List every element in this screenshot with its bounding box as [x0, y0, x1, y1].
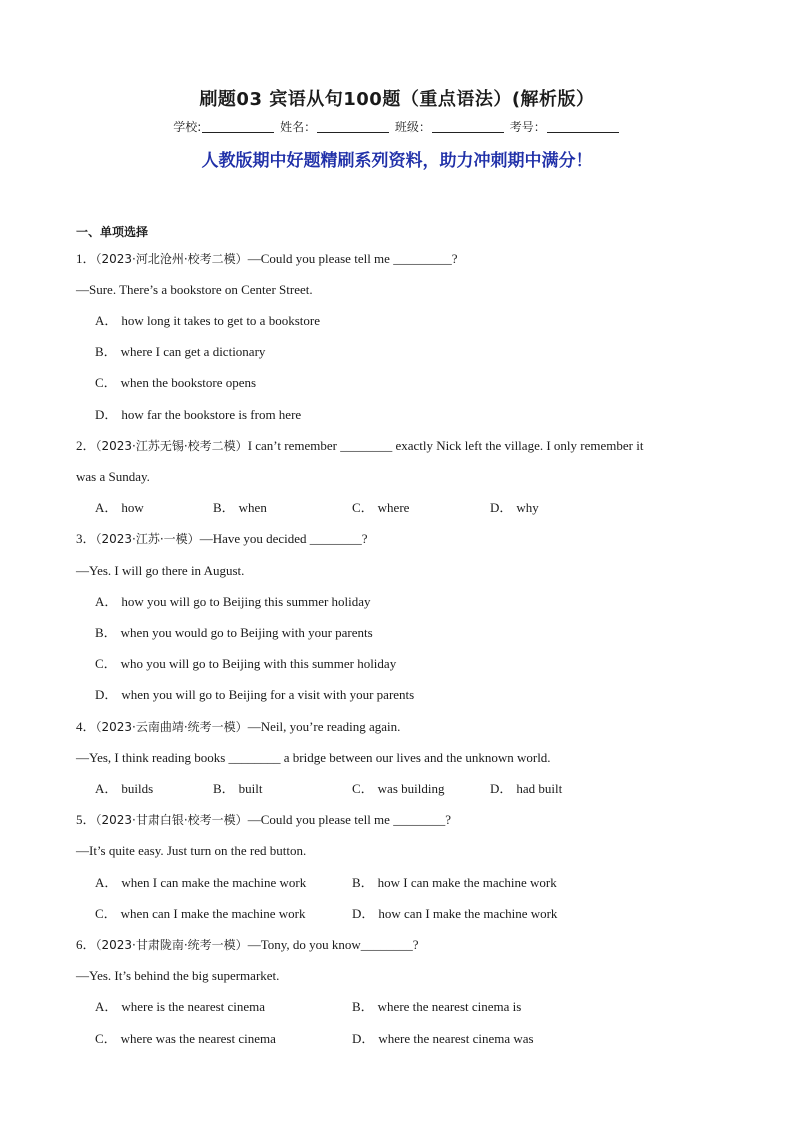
question-1-option-c: C． when the bookstore opens [95, 375, 257, 390]
question-source: （2023·江苏无锡·校考二模） [95, 439, 248, 453]
question-5-option-c: C． when can I make the machine work [95, 906, 306, 921]
question-1-option-d: D． how far the bookstore is from here [95, 407, 302, 422]
question-2-option-b: B． when [213, 500, 267, 515]
question-2-stem2: was a Sunday. [76, 469, 150, 484]
question-6-option-d: D． where the nearest cinema was [352, 1031, 534, 1046]
question-3-option-a: A． how you will go to Beijing this summer holiday [95, 594, 371, 609]
question-2-option-c: C． where [352, 500, 410, 515]
question-source: （2023·云南曲靖·统考一模） [95, 720, 248, 734]
question-text: —Could you please tell me _________? [247, 251, 458, 266]
question-5-option-b: B． how I can make the machine work [352, 875, 557, 890]
question-text: —Tony, do you know________? [247, 937, 419, 952]
question-number: 6． [76, 937, 96, 952]
question-source: （2023·江苏·一模） [95, 532, 200, 546]
question-6-option-a: A． where is the nearest cinema [95, 999, 266, 1014]
question-source: （2023·甘肃陇南·统考一模） [95, 938, 248, 952]
question-number: 4． [76, 719, 96, 734]
number-blank [547, 132, 619, 133]
number-label: 考号： [509, 120, 546, 134]
question-3-option-b: B． when you would go to Beijing with your parents [95, 625, 373, 640]
school-label: 学校: [173, 120, 202, 134]
question-4-option-a: A． builds [95, 781, 154, 796]
class-label: 班级： [394, 120, 431, 134]
school-blank [202, 132, 274, 133]
question-4-option-b: B． built [213, 781, 263, 796]
section-heading: 一、单项选择 [76, 225, 149, 239]
question-text: —Have you decided ________? [199, 531, 368, 546]
question-4-stem [76, 719, 400, 735]
question-6-stem2: —Yes. It’s behind the big supermarket. [76, 968, 280, 983]
student-info-line [0, 118, 794, 135]
name-label: 姓名： [280, 120, 317, 134]
question-5-stem2: —It’s quite easy. Just turn on the red button. [76, 843, 307, 858]
question-1-stem [76, 251, 457, 267]
question-text: —Could you please tell me ________? [247, 812, 451, 827]
question-2-option-a: A． how [95, 500, 144, 515]
question-4-option-c: C． was building [352, 781, 445, 796]
class-blank [432, 132, 504, 133]
question-4-option-d: D． had built [490, 781, 563, 796]
question-2-stem [76, 438, 643, 454]
question-text: —Neil, you’re reading again. [247, 719, 401, 734]
question-number: 1． [76, 251, 96, 266]
question-1-option-b: B． where I can get a dictionary [95, 344, 266, 359]
question-1-stem2: —Sure. There’s a bookstore on Center Street. [76, 282, 313, 297]
question-3-option-d: D． when you will go to Beijing for a visit with your parents [95, 687, 415, 702]
question-source: （2023·甘肃白银·校考一模） [95, 813, 248, 827]
question-3-stem2: —Yes. I will go there in August. [76, 563, 245, 578]
question-2-option-d: D． why [490, 500, 539, 515]
question-6-option-c: C． where was the nearest cinema [95, 1031, 276, 1046]
promo-slogan: 人教版期中好题精刷系列资料，助力冲刺期中满分！ [201, 151, 593, 171]
question-6-option-b: B． where the nearest cinema is [352, 999, 522, 1014]
page-title: 刷题03 宾语从句100题（重点语法）(解析版） [199, 89, 595, 110]
question-number: 3． [76, 531, 96, 546]
question-5-option-d: D． how can I make the machine work [352, 906, 558, 921]
question-3-option-c: C． who you will go to Beijing with this summer holiday [95, 656, 397, 671]
question-text: I can’t remember ________ exactly Nick left the village. I only remember it [247, 438, 644, 453]
question-4-stem2: —Yes, I think reading books ________ a bridge between our lives and the unknown world. [76, 750, 551, 765]
question-5-stem [76, 812, 451, 828]
question-3-stem [76, 531, 368, 547]
question-1-option-a: A． how long it takes to get to a bookstore [95, 313, 320, 328]
question-number: 5． [76, 812, 96, 827]
question-number: 2． [76, 438, 96, 453]
question-6-stem [76, 937, 419, 953]
name-blank [317, 132, 389, 133]
question-5-option-a: A． when I can make the machine work [95, 875, 307, 890]
question-source: （2023·河北沧州·校考二模） [95, 252, 248, 266]
